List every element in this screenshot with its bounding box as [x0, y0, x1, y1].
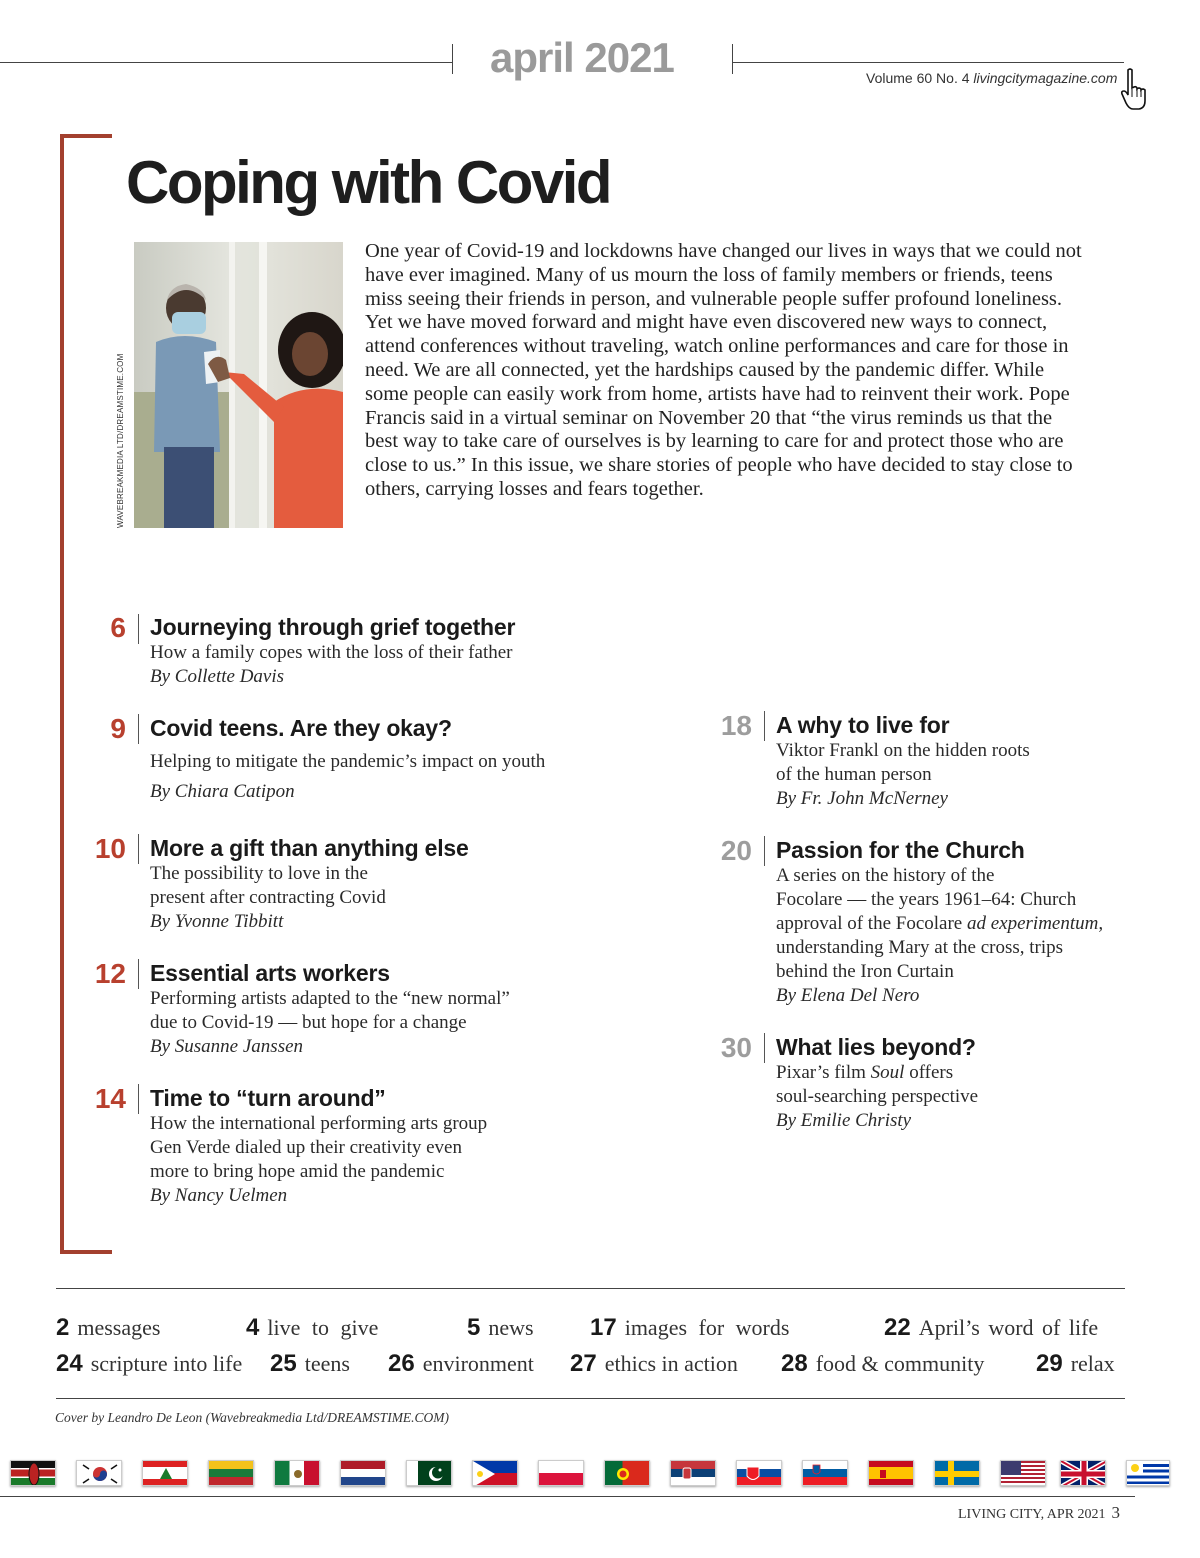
department-label: April’s word of life — [918, 1315, 1099, 1340]
department-item[interactable] — [388, 1350, 534, 1378]
department-page: 28 — [781, 1350, 808, 1377]
spain-flag — [868, 1460, 914, 1486]
section-bracket-side — [60, 134, 64, 1254]
toc-entry-title: More a gift than anything else — [150, 835, 469, 861]
south-korea-flag — [76, 1460, 122, 1486]
toc-entry-author: By Yvonne Tibbitt — [150, 911, 284, 932]
header-rule-right — [732, 62, 1124, 63]
toc-entry-title: Covid teens. Are they okay? — [150, 715, 452, 741]
toc-divider — [138, 1084, 139, 1114]
departments-rule-bottom — [56, 1398, 1125, 1399]
department-item[interactable] — [1036, 1350, 1115, 1378]
toc-page-number: 20 — [720, 835, 752, 866]
usa-flag — [1000, 1460, 1046, 1486]
toc-page-number: 30 — [720, 1032, 752, 1063]
toc-entry-author: By Susanne Janssen — [150, 1036, 304, 1057]
department-item[interactable] — [56, 1350, 242, 1378]
feature-photo — [134, 242, 343, 528]
header-tick-right — [732, 44, 733, 74]
toc-page-number: 12 — [94, 958, 126, 989]
department-item[interactable] — [590, 1314, 789, 1342]
toc-entry[interactable] — [776, 712, 1156, 811]
volume-number: Volume 60 No. 4 — [866, 70, 970, 86]
toc-entry-title: Essential arts workers — [150, 960, 390, 986]
toc-entry[interactable] — [150, 614, 670, 689]
toc-desc-italic: Soul — [870, 1062, 905, 1083]
department-page: 25 — [270, 1350, 297, 1377]
toc-entry-author: By Chiara Catipon — [150, 781, 295, 802]
toc-entry[interactable] — [776, 837, 1156, 1008]
serbia-flag — [670, 1460, 716, 1486]
department-label: news — [488, 1315, 534, 1340]
department-item[interactable] — [570, 1350, 738, 1378]
toc-entry-desc: present after contracting Covid — [150, 887, 386, 908]
department-label: images for words — [624, 1315, 790, 1340]
department-page: 2 — [56, 1314, 70, 1341]
toc-entry-desc: understanding Mary at the cross, trips — [776, 937, 1064, 958]
toc-entry-title: Journeying through grief together — [150, 614, 516, 640]
section-bracket-bottom — [60, 1250, 112, 1254]
department-label: environment — [422, 1351, 534, 1376]
issue-month: april 2021 — [490, 34, 674, 81]
toc-entry[interactable] — [776, 1034, 1156, 1133]
department-label: relax — [1070, 1351, 1115, 1376]
footer-publication: LIVING CITY, APR 2021 — [958, 1507, 1106, 1522]
toc-divider — [138, 614, 139, 644]
department-item[interactable] — [467, 1314, 534, 1342]
feature-intro: One year of Covid-19 and lockdowns have changed our lives in ways that we could not have ever imagined. Many of us mourn the loss of family members or friends, teens miss seeing their friends in person, and vulnerable people suffer profound loneliness. Yet we have moved forward and might have even discovered new ways to connect, attend conferences without traveling, watch online performances and care for those in need. We are all connected, yet the hardships caused by the pandemic differ. While some people can easily work from home, artists have had to reinvent their work. Pope Francis said in a virtual seminar on November 20 that “the virus reminds us that the best way to take care of ourselves is by learning to care for and protect those who are close to us.” In this issue, we share stories of people who have decided to stay close to others, carrying losses and fears together. — [365, 240, 1082, 500]
toc-entry[interactable] — [150, 960, 670, 1059]
toc-entry-desc — [776, 912, 1156, 936]
toc-entry-desc: more to bring hope amid the pandemic — [150, 1161, 445, 1182]
toc-entry-desc: How the international performing arts group — [150, 1113, 488, 1134]
poland-flag — [538, 1460, 584, 1486]
departments-rule-top — [56, 1288, 1125, 1289]
slovenia-flag — [802, 1460, 848, 1486]
department-page: 17 — [590, 1314, 617, 1341]
toc-entry-desc: due to Covid-19 — but hope for a change — [150, 1012, 467, 1033]
slovakia-flag — [736, 1460, 782, 1486]
toc-page-number: 6 — [110, 612, 126, 643]
department-item[interactable] — [781, 1350, 984, 1378]
toc-entry-title: A why to live for — [776, 712, 950, 738]
toc-entry-title: Passion for the Church — [776, 837, 1025, 863]
page-footer — [958, 1503, 1120, 1523]
cover-credit: Cover by Leandro De Leon (Wavebreakmedia Ltd/DREAMSTIME.COM) — [55, 1410, 450, 1425]
department-item[interactable] — [246, 1314, 378, 1342]
uruguay-flag — [1126, 1460, 1170, 1486]
toc-entry-desc: behind the Iron Curtain — [776, 961, 954, 982]
department-label: messages — [77, 1315, 161, 1340]
toc-entry-desc: Performing artists adapted to the “new normal” — [150, 988, 510, 1009]
toc-entry-desc — [776, 1061, 1156, 1085]
toc-entry[interactable] — [150, 1085, 670, 1208]
department-item[interactable] — [270, 1350, 350, 1378]
netherlands-flag — [340, 1460, 386, 1486]
photo-credit: WAVEBREAKMEDIA LTD/DREAMSTIME.COM — [116, 353, 125, 528]
toc-entry-author: By Collette Davis — [150, 666, 285, 687]
toc-entry-desc: of the human person — [776, 764, 932, 785]
toc-entry-title: What lies beyond? — [776, 1034, 976, 1060]
department-item[interactable] — [884, 1314, 1098, 1342]
toc-desc-text: Pixar’s film — [776, 1062, 871, 1083]
toc-divider — [138, 959, 139, 989]
kenya-flag — [10, 1460, 56, 1486]
uk-flag — [1060, 1460, 1106, 1486]
toc-divider — [764, 711, 765, 741]
philippines-flag — [472, 1460, 518, 1486]
toc-divider — [764, 836, 765, 866]
toc-desc-text: offers — [904, 1062, 954, 1083]
department-page: 22 — [884, 1314, 911, 1341]
toc-desc-italic: ad experimentum, — [966, 913, 1104, 934]
website-link[interactable]: livingcitymagazine.com — [973, 70, 1118, 86]
toc-divider — [138, 714, 139, 744]
feature-title: Coping with Covid — [126, 149, 611, 216]
toc-desc-text: approval of the Focolare — [776, 913, 967, 934]
toc-entry-desc: The possibility to love in the — [150, 863, 368, 884]
department-page: 29 — [1036, 1350, 1063, 1377]
department-page: 4 — [246, 1314, 260, 1341]
toc-entry-title: Time to “turn around” — [150, 1085, 386, 1111]
toc-page-number: 9 — [110, 713, 126, 744]
volume-line — [866, 70, 1117, 86]
lebanon-flag — [142, 1460, 188, 1486]
toc-entry-desc: soul-searching perspective — [776, 1086, 979, 1107]
department-item[interactable] — [56, 1314, 160, 1342]
department-label: scripture into life — [90, 1351, 243, 1376]
lithuania-flag — [208, 1460, 254, 1486]
toc-entry-desc: Focolare — the years 1961–64: Church — [776, 889, 1077, 910]
toc-entry-desc: Helping to mitigate the pandemic’s impact on youth — [150, 751, 546, 772]
header-tick-left — [452, 44, 453, 74]
sweden-flag — [934, 1460, 980, 1486]
hand-pointer-icon — [1120, 68, 1148, 112]
toc-entry-desc: How a family copes with the loss of their father — [150, 642, 513, 663]
toc-entry[interactable] — [150, 715, 670, 804]
toc-divider — [764, 1033, 765, 1063]
toc-entry[interactable] — [150, 835, 670, 934]
mexico-flag — [274, 1460, 320, 1486]
department-label: food & community — [815, 1351, 985, 1376]
toc-page-number: 18 — [720, 710, 752, 741]
department-label: live to give — [267, 1315, 379, 1340]
toc-entry-desc: Gen Verde dialed up their creativity even — [150, 1137, 462, 1158]
toc-entry-desc: Viktor Frankl on the hidden roots — [776, 740, 1030, 761]
department-label: teens — [304, 1351, 350, 1376]
department-page: 24 — [56, 1350, 83, 1377]
toc-page-number: 14 — [94, 1083, 126, 1114]
header-rule-left — [0, 62, 452, 63]
toc-entry-author: By Nancy Uelmen — [150, 1185, 288, 1206]
portugal-flag — [604, 1460, 650, 1486]
department-page: 26 — [388, 1350, 415, 1377]
toc-entry-author: By Emilie Christy — [776, 1110, 912, 1131]
section-bracket-top — [60, 134, 112, 138]
department-page: 5 — [467, 1314, 481, 1341]
department-label: ethics in action — [604, 1351, 738, 1376]
pakistan-flag — [406, 1460, 452, 1486]
department-page: 27 — [570, 1350, 597, 1377]
footer-rule — [0, 1496, 1135, 1497]
toc-entry-author: By Elena Del Nero — [776, 985, 920, 1006]
toc-divider — [138, 834, 139, 864]
toc-page-number: 10 — [94, 833, 126, 864]
footer-page-number: 3 — [1111, 1503, 1121, 1522]
toc-entry-author: By Fr. John McNerney — [776, 788, 948, 809]
toc-entry-desc: A series on the history of the — [776, 865, 995, 886]
